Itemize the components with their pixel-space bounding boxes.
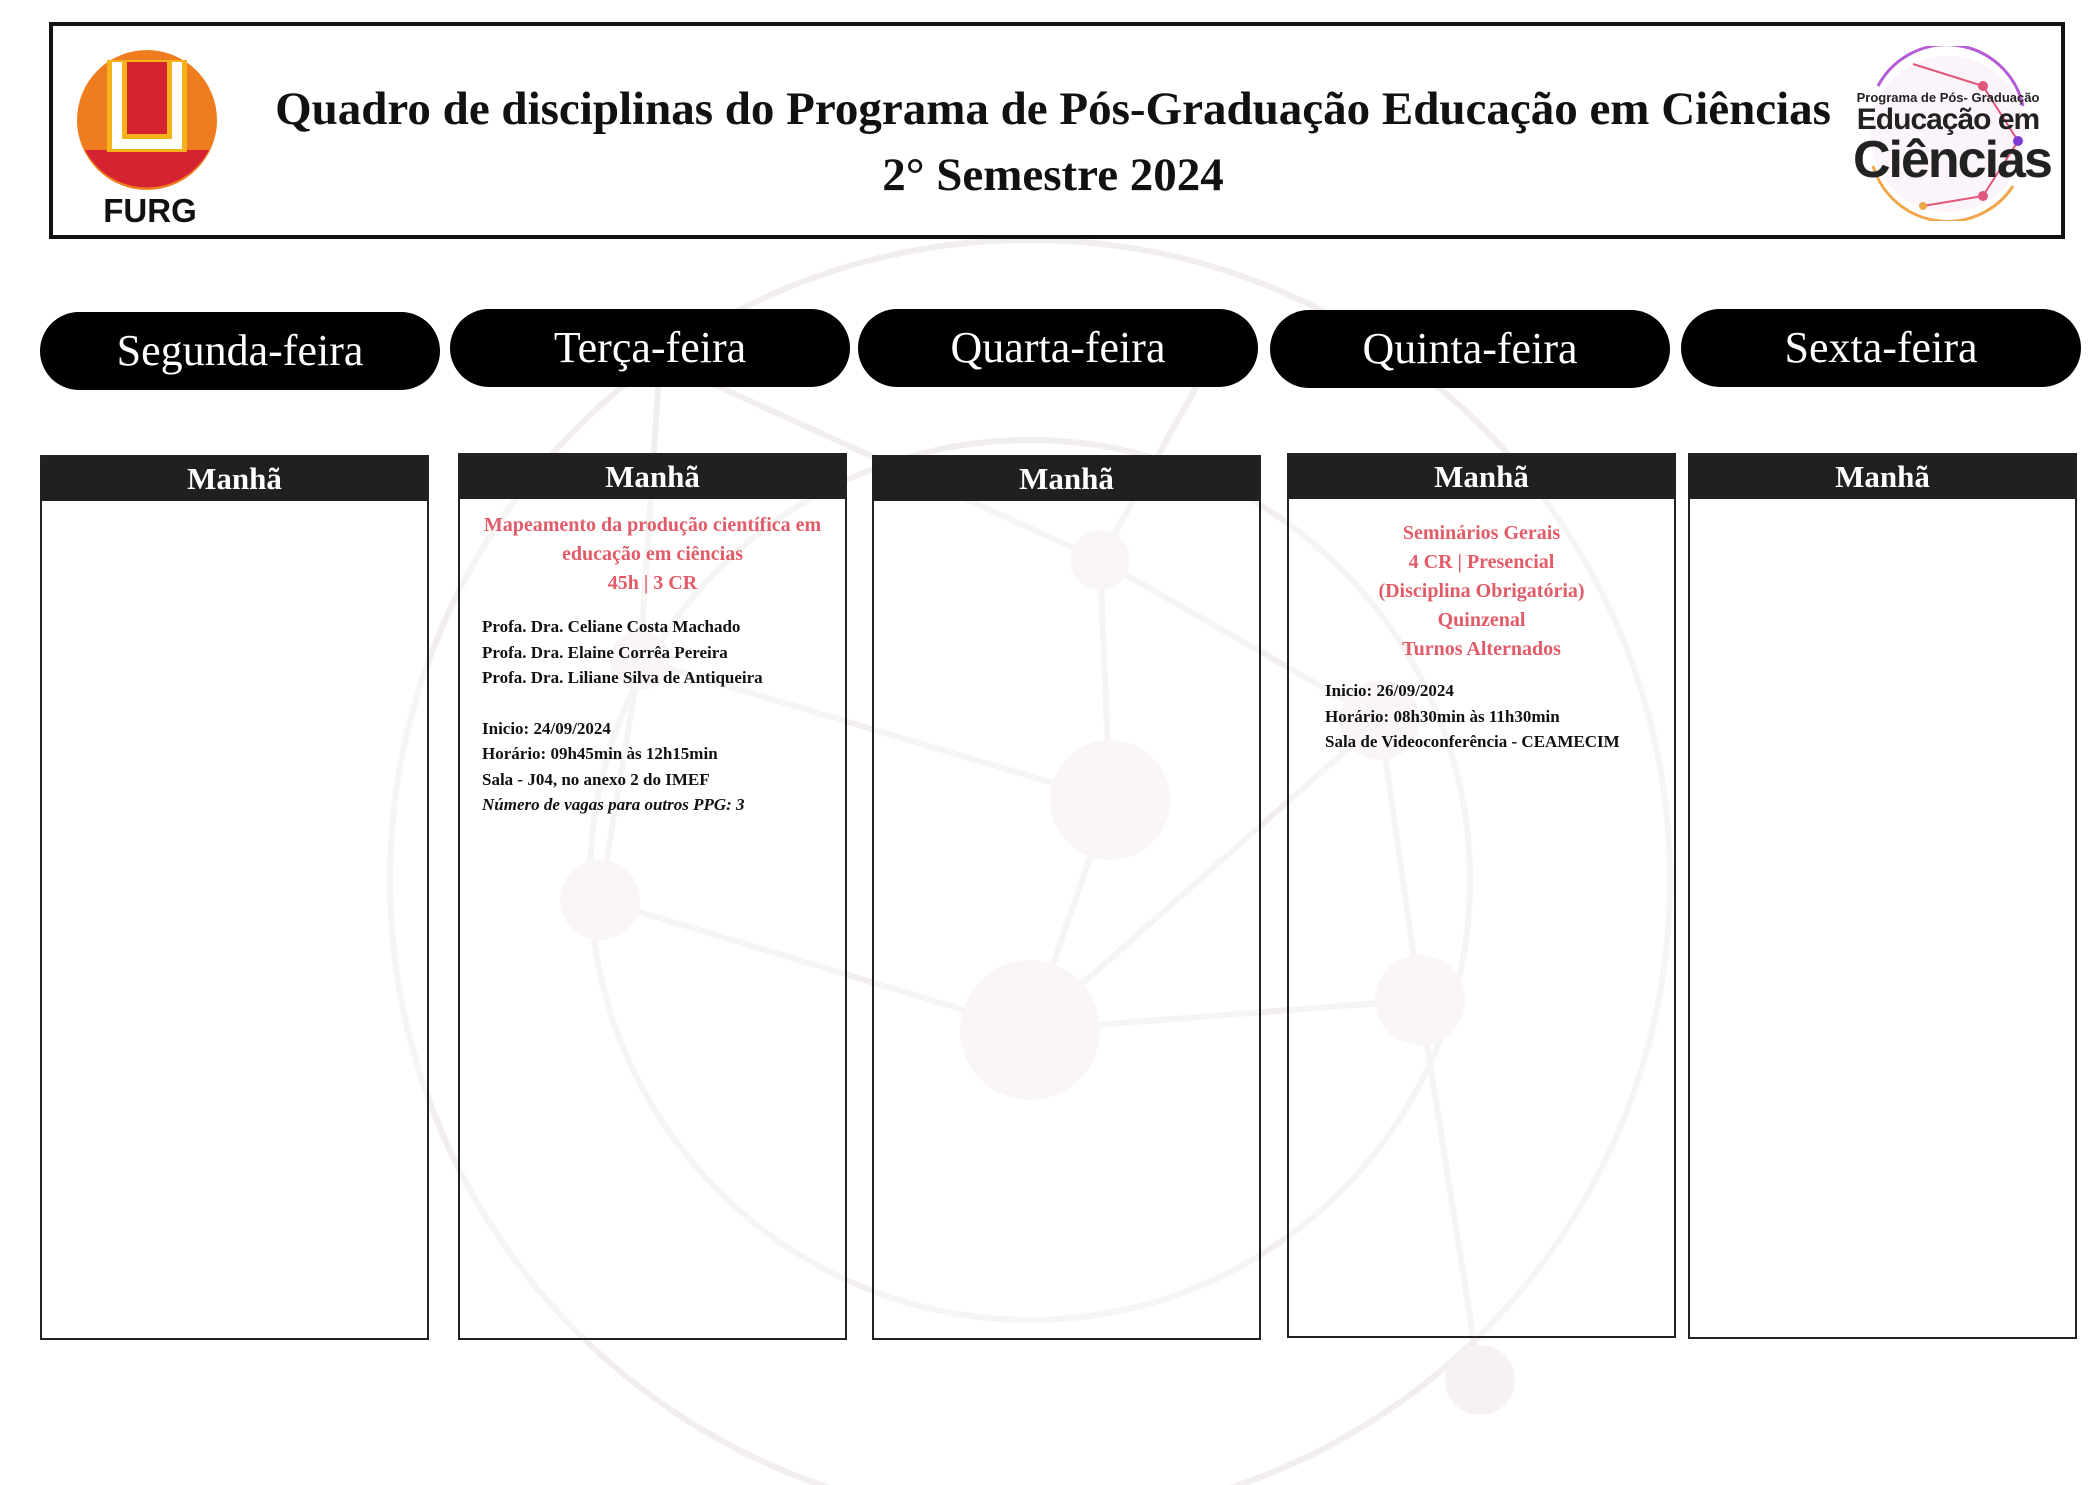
course-shifts: Turnos Alternados — [1402, 638, 1561, 660]
program-logo-line2: Educação em — [1856, 103, 2040, 136]
course-card-seminarios — [1289, 499, 1674, 755]
course-title-line: Mapeamento da produção científica em — [483, 514, 822, 536]
course-start-date: Inicio: 24/09/2024 — [482, 718, 611, 738]
course-card-mapeamento — [460, 499, 845, 818]
column-terca — [458, 453, 847, 1340]
day-pill-terca: Terça-feira — [450, 309, 850, 387]
column-sexta — [1688, 453, 2077, 1339]
shift-header-quinta: Manhã — [1289, 455, 1674, 499]
course-start-date: Inicio: 26/09/2024 — [1325, 681, 1454, 700]
program-logo — [1833, 46, 2051, 221]
course-frequency: Quinzenal — [1437, 609, 1526, 631]
shift-header-terca: Manhã — [460, 455, 845, 499]
course-credits-mode: 4 CR | Presencial — [1408, 551, 1555, 573]
day-pill-quarta: Quarta-feira — [858, 309, 1258, 387]
page-title: Quadro de disciplinas do Programa de Pós-Graduação Educação em Ciências — [275, 83, 1831, 135]
program-logo-line3: Ciências — [1853, 131, 2051, 189]
course-title-line: educação em ciências — [561, 543, 744, 565]
professor-name: Profa. Dra. Liliane Silva de Antiqueira — [482, 668, 763, 687]
column-quinta — [1287, 453, 1676, 1338]
professor-name: Profa. Dra. Elaine Corrêa Pereira — [482, 642, 728, 662]
professor-name: Profa. Dra. Celiane Costa Machado — [482, 617, 741, 636]
furg-emblem-icon — [75, 40, 225, 200]
furg-logo — [75, 40, 225, 228]
course-hours-credits: 45h | 3 CR — [607, 572, 698, 594]
day-pill-quinta: Quinta-feira — [1270, 310, 1670, 388]
course-time: Horário: 09h45min às 12h15min — [482, 744, 718, 763]
day-pill-sexta: Sexta-feira — [1681, 309, 2081, 387]
course-title-line: Seminários Gerais — [1402, 522, 1561, 544]
column-segunda — [40, 455, 429, 1340]
shift-header-segunda: Manhã — [42, 457, 427, 501]
course-mandatory-note: (Disciplina Obrigatória) — [1378, 580, 1585, 602]
column-quarta — [872, 455, 1261, 1340]
header-box — [49, 22, 2065, 239]
shift-header-sexta: Manhã — [1690, 455, 2075, 499]
shift-header-quarta: Manhã — [874, 457, 1259, 501]
day-pill-segunda: Segunda-feira — [40, 312, 440, 390]
page-subtitle: 2° Semestre 2024 — [882, 149, 1224, 201]
furg-logo-text: FURG — [103, 192, 197, 229]
course-room: Sala de Videoconferência - CEAMECIM — [1325, 732, 1620, 751]
program-logo-line1: Programa de Pós- Graduação — [1856, 90, 2040, 105]
course-time: Horário: 08h30min às 11h30min — [1325, 706, 1560, 726]
course-vacancies: Número de vagas para outros PPG: 3 — [482, 795, 745, 814]
course-room: Sala - J04, no anexo 2 do IMEF — [482, 769, 710, 789]
